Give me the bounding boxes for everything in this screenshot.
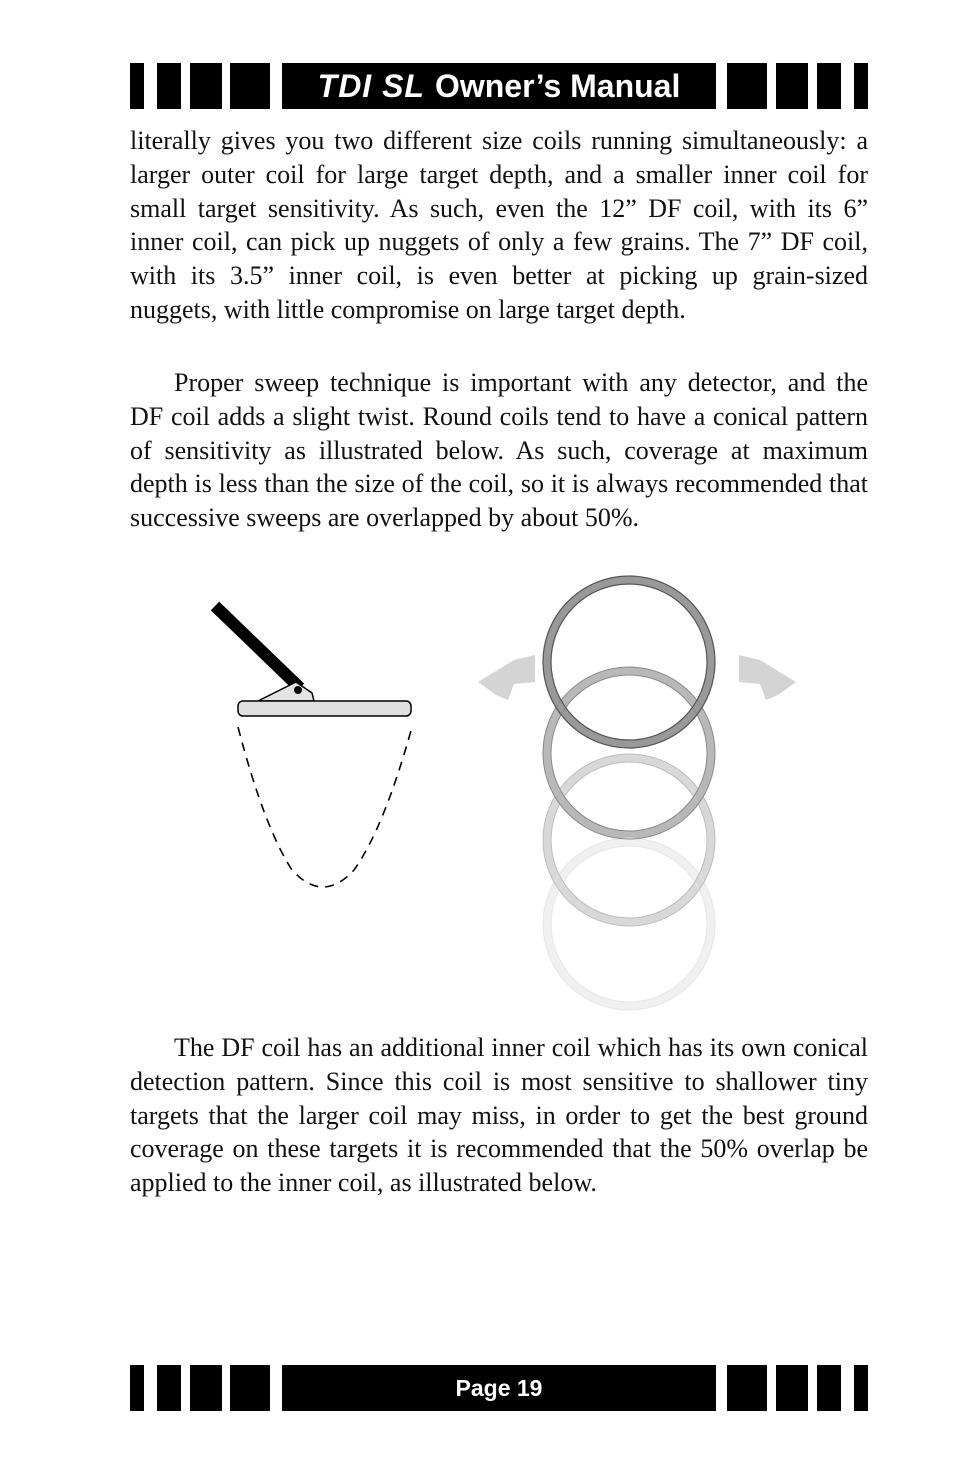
- header-block: [130, 63, 144, 109]
- footer-block: [727, 1365, 767, 1411]
- header-block: [230, 63, 270, 109]
- header-title: [282, 63, 716, 109]
- footer-bar: [130, 1365, 868, 1411]
- header-block: [157, 63, 181, 109]
- footer-block: [854, 1365, 868, 1411]
- footer-block: [776, 1365, 808, 1411]
- coil-ring-edge: [551, 584, 707, 740]
- header-title-text: Owner’s Manual: [434, 67, 681, 104]
- body-paragraph: literally gives you two different size coils running simultaneously: a larger outer coil for large target depth, and a smaller inner coil for small target sensitivity. As such, even the 12” DF coil, with its 6” inner coil, can pick up nuggets of only a few grains. The 7” DF coil, with its 3.5” inner coil, is even better at picking up grain-sized nuggets, with little compromise on large target depth.: [130, 126, 868, 324]
- header-block: [727, 63, 767, 109]
- search-coil: [238, 701, 411, 716]
- footer-block: [190, 1365, 222, 1411]
- coil-side-view: [215, 606, 412, 887]
- header-brand: TDI SL: [317, 67, 425, 104]
- footer-block: [157, 1365, 181, 1411]
- page-number: Page 19: [282, 1365, 716, 1411]
- body-paragraph: The DF coil has an additional inner coil which has its own conical detection pattern. Since this coil is most sensitive to shallower tiny targets that the larger coil may miss, in order to get the best ground coverage on these targets it is recommended that the 50% overlap be applied to the inner coil, as illustrated below.: [130, 1033, 868, 1198]
- detection-cone: [238, 727, 412, 887]
- body-paragraph: Proper sweep technique is important with any detector, and the DF coil adds a slight twist. Round coils tend to have a conical pattern of sensitivity as illustrated below. As such, coverage at maximum depth is less than the size of the coil, so it is always recommended that successive sweeps are overlapped by about 50%.: [130, 368, 868, 533]
- sweep-overlap-illustration: [130, 570, 868, 1020]
- coil-ring: [547, 671, 711, 835]
- coil-ring-edge: [551, 675, 707, 831]
- header-block: [776, 63, 808, 109]
- footer-block: [230, 1365, 270, 1411]
- bracket-bolt: [294, 686, 302, 694]
- coil-bracket: [258, 682, 314, 701]
- header-block: [817, 63, 841, 109]
- sweep-right-arrow: [739, 655, 796, 700]
- coil-ring: [547, 580, 711, 744]
- overlapping-coil-rings: [478, 576, 796, 1010]
- detector-shaft: [215, 606, 300, 688]
- header-bar: [130, 63, 868, 109]
- header-block: [854, 63, 868, 109]
- header-block: [190, 63, 222, 109]
- sweep-left-arrow: [478, 655, 535, 700]
- footer-block: [130, 1365, 144, 1411]
- footer-block: [817, 1365, 841, 1411]
